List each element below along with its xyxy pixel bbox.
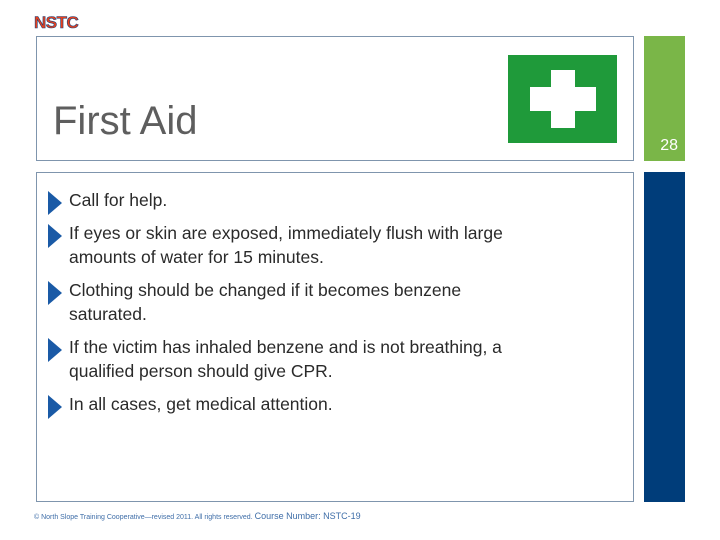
triangle-bullet-icon <box>48 338 62 362</box>
bullet-text: Clothing should be changed if it becomes benzene saturated. <box>69 280 462 324</box>
triangle-bullet-icon <box>48 224 62 248</box>
bullet-text: Call for help. <box>69 190 168 210</box>
slide-number-bar <box>644 36 685 161</box>
bullet-list <box>48 188 518 425</box>
footer-copyright: © North Slope Training Cooperative—revised 2011. All rights reserved. <box>34 514 253 521</box>
list-item <box>48 188 518 212</box>
bullet-text: In all cases, get medical attention. <box>69 394 333 414</box>
list-item <box>48 221 518 269</box>
nstc-logo-text: NSTC <box>34 13 79 31</box>
list-item <box>48 278 518 326</box>
triangle-bullet-icon <box>48 191 62 215</box>
first-aid-cross-icon <box>508 55 617 143</box>
title-panel <box>36 36 634 161</box>
slide-title: First Aid <box>53 99 198 143</box>
triangle-bullet-icon <box>48 281 62 305</box>
footer <box>34 511 361 521</box>
bullet-text: If the victim has inhaled benzene and is not breathing, a qualified person should give CPR. <box>69 337 502 381</box>
nstc-logo <box>34 13 84 31</box>
footer-course-number: Course Number: NSTC-19 <box>254 511 361 521</box>
triangle-bullet-icon <box>48 395 62 419</box>
side-accent-bar <box>644 172 685 502</box>
slide-number: 28 <box>660 137 678 154</box>
list-item <box>48 335 518 383</box>
cross-horizontal-bar <box>530 87 596 111</box>
list-item <box>48 392 518 416</box>
content-panel <box>36 172 634 502</box>
bullet-text: If eyes or skin are exposed, immediately flush with large amounts of water for 15 minutes. <box>69 223 503 267</box>
